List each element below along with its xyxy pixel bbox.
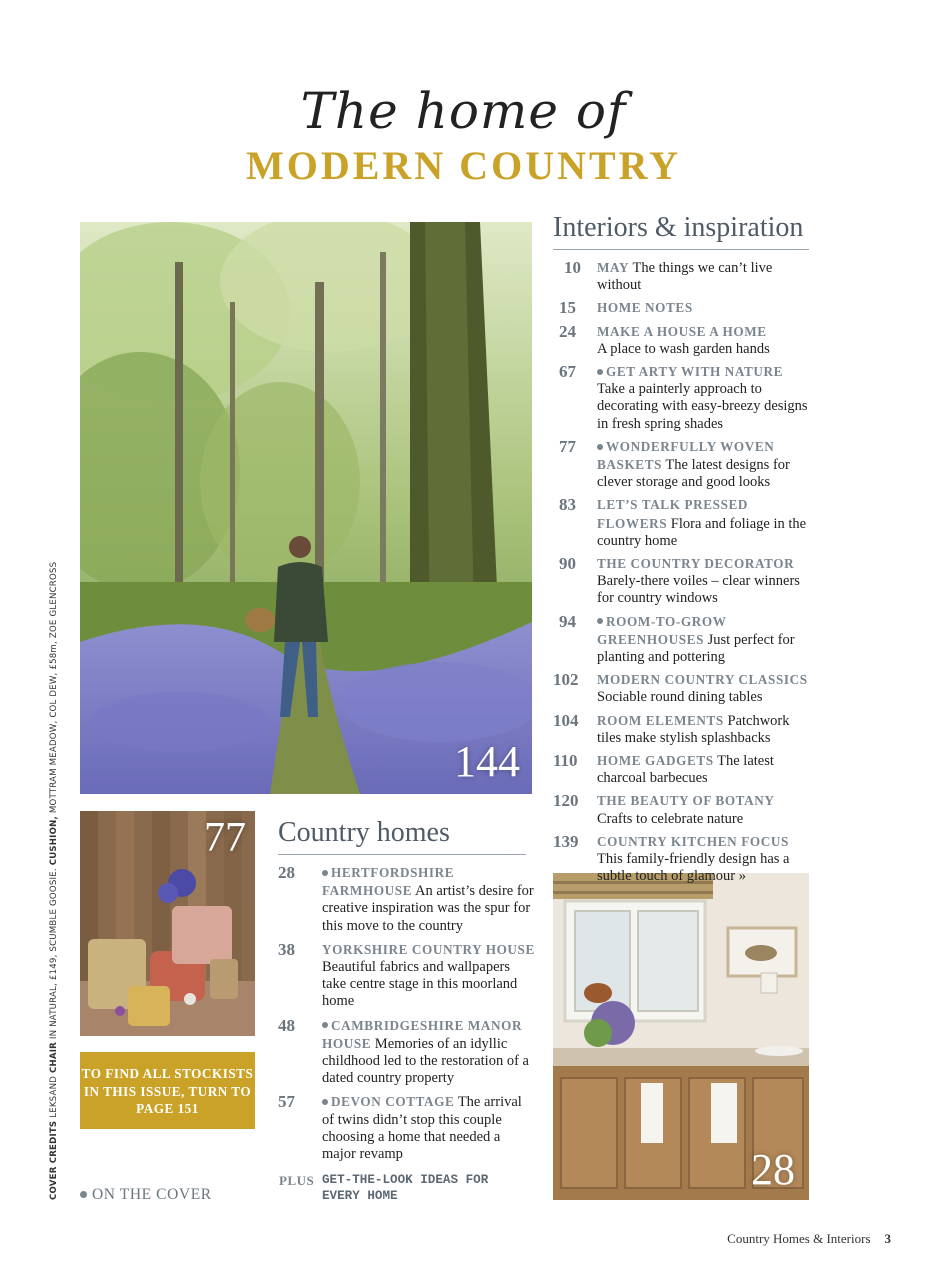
toc-text xyxy=(597,438,811,492)
toc-page-number: 94 xyxy=(559,611,576,631)
toc-entry[interactable] xyxy=(278,1017,536,1088)
toc-description: The latest designs for clever storage and good looks xyxy=(597,457,790,491)
photo-page-number: 144 xyxy=(454,737,520,786)
toc-title: WONDERFULLY WOVEN BASKETS xyxy=(597,438,775,473)
on-cover-dot xyxy=(597,444,603,450)
toc-title: MAY xyxy=(597,260,630,275)
toc-entry[interactable] xyxy=(553,752,811,787)
page-number: 3 xyxy=(884,1231,891,1246)
toc-page-number: 139 xyxy=(553,831,579,851)
toc-entry[interactable] xyxy=(553,299,811,317)
toc-page-number: 48 xyxy=(278,1015,295,1035)
cover-credits-label: COVER CREDITS xyxy=(49,1120,59,1200)
cover-credits-item: CHAIR xyxy=(49,1042,59,1074)
toc-text xyxy=(597,323,770,358)
cover-credits-detail: MOTTRAM MEADOW, COL DEW, £58m, ZOE GLENCROSS xyxy=(49,561,59,814)
on-cover-dot xyxy=(322,870,328,876)
toc-page-number: 24 xyxy=(559,321,576,341)
toc-text xyxy=(597,259,811,294)
masthead-script: The home of xyxy=(300,82,627,140)
toc-text xyxy=(322,941,536,1011)
toc-text xyxy=(597,792,774,827)
on-cover-legend xyxy=(80,1186,212,1204)
interiors-contents xyxy=(553,259,811,886)
toc-description: The arrival of twins didn’t stop this couple choosing a home that needed a major revamp xyxy=(322,1094,522,1163)
toc-title: MODERN COUNTRY CLASSICS xyxy=(597,672,808,688)
plus-label: PLUS xyxy=(279,1173,315,1188)
photo-page-number: 28 xyxy=(751,1145,795,1194)
on-cover-dot xyxy=(322,1022,328,1028)
toc-entry[interactable] xyxy=(553,833,811,886)
toc-title: GET ARTY WITH NATURE xyxy=(606,364,784,380)
cover-credits-item: CUSHION, xyxy=(49,816,59,866)
on-cover-dot xyxy=(597,618,603,624)
toc-text xyxy=(597,613,811,667)
toc-text xyxy=(597,496,811,550)
toc-entry[interactable] xyxy=(553,555,811,608)
toc-entry[interactable] xyxy=(553,259,811,294)
plus-text: GET-THE-LOOK IDEAS FOR EVERY HOME xyxy=(322,1173,489,1203)
masthead xyxy=(0,78,927,186)
cover-credits xyxy=(49,562,59,1200)
toc-entry[interactable] xyxy=(278,941,536,1011)
toc-page-number: 15 xyxy=(559,298,576,318)
toc-text xyxy=(597,299,693,317)
kitchen-photo[interactable] xyxy=(553,873,809,1200)
masthead-title: MODERN COUNTRY xyxy=(245,143,682,188)
toc-description: Beautiful fabrics and wallpapers take centre stage in this moorland home xyxy=(322,959,518,1010)
toc-title: THE COUNTRY DECORATOR xyxy=(597,556,795,572)
page-footer xyxy=(727,1231,891,1247)
toc-page-number: 90 xyxy=(559,554,576,574)
on-cover-dot xyxy=(322,1099,328,1105)
toc-title: ROOM-TO-GROW GREENHOUSES xyxy=(597,613,727,647)
toc-description: Flora and foliage in the country home xyxy=(597,515,807,549)
toc-entry[interactable] xyxy=(553,363,811,433)
toc-title: DEVON COTTAGE xyxy=(331,1094,455,1110)
toc-entry[interactable] xyxy=(553,712,811,747)
toc-page-number: 67 xyxy=(559,362,576,382)
on-cover-dot xyxy=(597,369,603,375)
bluebell-woods-illustration xyxy=(80,222,532,794)
toc-page-number: 57 xyxy=(278,1092,295,1112)
toc-title: HOME NOTES xyxy=(597,300,693,316)
toc-description: Take a painterly approach to decorating with easy-breezy designs in fresh spring shades xyxy=(597,381,808,432)
toc-text xyxy=(322,1017,536,1088)
toc-page-number: 110 xyxy=(553,751,578,771)
toc-title: CAMBRIDGESHIRE MANOR HOUSE xyxy=(322,1017,523,1051)
toc-entry[interactable] xyxy=(553,671,811,706)
toc-description: Patchwork tiles make stylish splashbacks xyxy=(597,712,790,746)
toc-entry[interactable] xyxy=(553,438,811,492)
toc-description: Just perfect for planting and pottering xyxy=(597,631,795,666)
toc-page-number: 28 xyxy=(278,863,295,882)
magazine-name: Country Homes & Interiors xyxy=(727,1231,871,1246)
toc-title: THE BEAUTY OF BOTANY xyxy=(597,793,775,809)
toc-entry[interactable] xyxy=(278,864,536,935)
toc-description: An artist’s desire for creative inspiration was the spur for this move to the country xyxy=(322,883,534,934)
toc-title: ROOM ELEMENTS xyxy=(597,712,724,728)
toc-text xyxy=(322,1093,536,1163)
toc-page-number: 83 xyxy=(559,495,576,515)
toc-title: YORKSHIRE COUNTRY HOUSE xyxy=(322,941,535,957)
toc-page-number: 104 xyxy=(553,710,579,730)
toc-page-number: 120 xyxy=(553,791,579,811)
toc-entry[interactable] xyxy=(553,613,811,667)
toc-text xyxy=(597,712,811,747)
baskets-photo[interactable] xyxy=(80,811,255,1036)
toc-entry[interactable] xyxy=(553,792,811,827)
toc-text xyxy=(597,555,811,608)
toc-text xyxy=(597,671,808,706)
toc-description: Barely-there voiles – clear winners for country windows xyxy=(597,573,800,607)
toc-page-number: 38 xyxy=(278,939,295,959)
toc-description: A place to wash garden hands xyxy=(597,340,770,357)
country-homes-contents xyxy=(278,864,536,1163)
toc-page-number: 102 xyxy=(553,670,579,690)
toc-description: The latest charcoal barbecues xyxy=(597,753,774,787)
toc-title: COUNTRY KITCHEN FOCUS xyxy=(597,833,789,849)
stockists-notice xyxy=(80,1052,255,1129)
toc-title: LET’S TALK PRESSED FLOWERS xyxy=(597,497,749,531)
country-homes-heading: Country homes xyxy=(278,818,526,855)
toc-text xyxy=(322,864,536,935)
toc-description: Crafts to celebrate nature xyxy=(597,810,744,827)
toc-description: The things we can’t live without xyxy=(597,260,773,294)
toc-title: HERTFORDSHIRE FARMHOUSE xyxy=(322,865,455,899)
cover-credits-brand: LEKSAND xyxy=(49,1075,59,1118)
plus-feature[interactable] xyxy=(279,1173,522,1205)
on-cover-dot xyxy=(80,1191,87,1198)
toc-text xyxy=(597,752,811,787)
toc-entry[interactable] xyxy=(553,496,811,550)
cover-credits-detail: IN NATURAL, £149, SCUMBLE GOOSIE. xyxy=(49,868,59,1040)
toc-text xyxy=(597,833,811,886)
toc-page-number: 77 xyxy=(559,436,576,456)
toc-title: HOME GADGETS xyxy=(597,753,714,769)
interiors-heading: Interiors & inspiration xyxy=(553,213,809,250)
toc-entry[interactable] xyxy=(553,323,811,358)
toc-entry[interactable] xyxy=(278,1093,536,1163)
bluebell-woods-photo[interactable] xyxy=(80,222,532,794)
toc-page-number: 10 xyxy=(564,258,581,277)
toc-description: Memories of an idyllic childhood led to the restoration of a dated country property xyxy=(322,1035,529,1087)
toc-title: MAKE A HOUSE A HOME xyxy=(597,323,767,339)
on-cover-label: ON THE COVER xyxy=(92,1186,212,1203)
photo-page-number: 77 xyxy=(204,815,246,861)
stockists-text: TO FIND ALL STOCKISTS IN THIS ISSUE, TURN TO PAGE 151 xyxy=(81,1066,254,1116)
toc-description: Sociable round dining tables xyxy=(597,689,763,706)
toc-description: This family-friendly design has a subtle touch of glamour » xyxy=(597,851,790,885)
toc-text xyxy=(597,363,811,433)
